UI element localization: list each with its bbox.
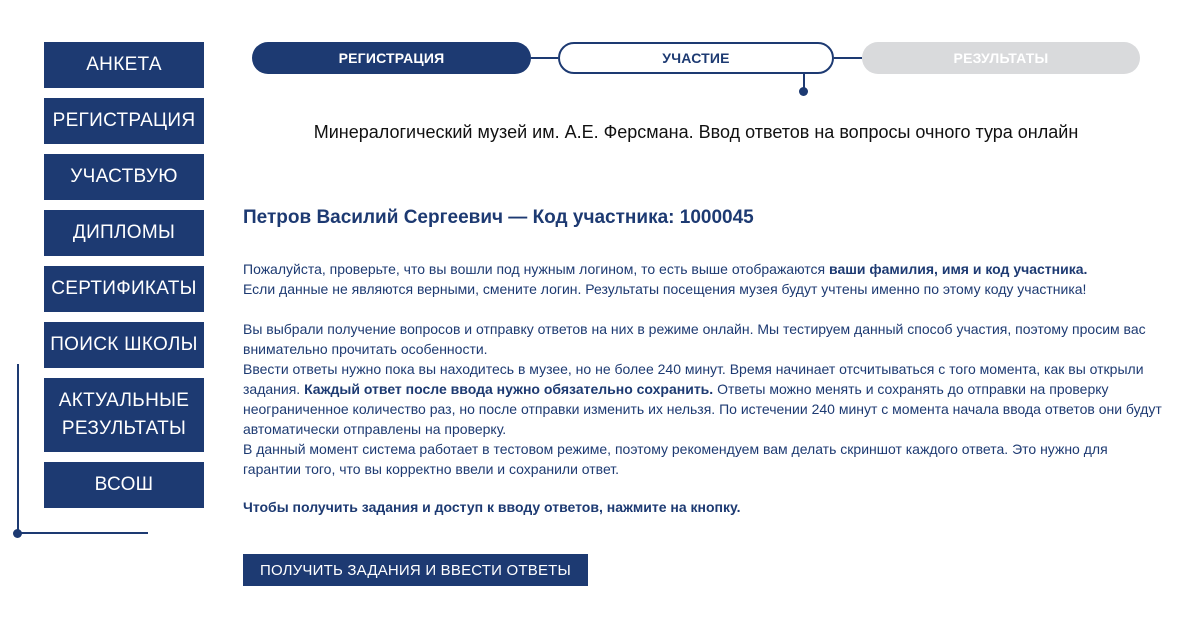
step-label: УЧАСТИЕ	[662, 50, 730, 66]
step-registration[interactable]	[252, 42, 531, 74]
sidebar-item-label: СЕРТИФИКАТЫ	[51, 278, 197, 299]
get-tasks-button[interactable]: ПОЛУЧИТЬ ЗАДАНИЯ И ВВЕСТИ ОТВЕТЫ	[243, 554, 588, 586]
sidebar-item-anketa[interactable]	[44, 42, 204, 88]
main-content	[243, 207, 1163, 515]
step-participation[interactable]	[558, 42, 834, 74]
sidebar-item-label-line1: АКТУАЛЬНЫЕ	[58, 390, 190, 411]
sidebar-item-label: АНКЕТА	[86, 54, 162, 75]
page-title: Минералогический музей им. А.Е. Ферсмана. Ввод ответов на вопросы очного тура онлайн	[313, 122, 1079, 142]
sidebar-item-registration[interactable]	[44, 98, 204, 144]
sidebar-item-label: ВСОШ	[94, 474, 154, 495]
login-check-paragraph	[243, 259, 1163, 299]
sidebar-item-label: УЧАСТВУЮ	[70, 166, 178, 187]
sidebar-item-certificates[interactable]	[44, 266, 204, 312]
sidebar-nav	[44, 42, 204, 518]
decorative-line-vertical	[17, 364, 19, 534]
sidebar-item-diplomas[interactable]	[44, 210, 204, 256]
step-connector	[531, 57, 558, 59]
sidebar-item-label: РЕГИСТРАЦИЯ	[52, 110, 196, 131]
sidebar-item-vsosh[interactable]	[44, 462, 204, 508]
step-results	[862, 42, 1140, 74]
progress-steps	[252, 42, 1140, 74]
paragraph-text: Пожалуйста, проверьте, что вы вошли под нужным логином, то есть выше отображаются	[243, 261, 830, 277]
sidebar-item-label-line2: РЕЗУЛЬТАТЫ	[61, 418, 187, 439]
step-connector	[834, 57, 862, 59]
decorative-line-horizontal	[17, 532, 148, 534]
paragraph-text: Ввести ответы нужно пока вы находитесь в музее, но не более 240 минут. Время начинает отсчитываться с того момента, как вы открыли задания.	[243, 361, 1144, 397]
sidebar-item-school-search[interactable]	[44, 322, 204, 368]
paragraph-bold-text: Каждый ответ после ввода нужно обязательно сохранить.	[304, 381, 714, 397]
sidebar-item-participate[interactable]	[44, 154, 204, 200]
time-limit-paragraph	[243, 359, 1163, 439]
online-mode-paragraph: Вы выбрали получение вопросов и отправку ответов на них в режиме онлайн. Мы тестируем данный способ участия, поэтому просим вас внимательно прочитать особенности.	[243, 321, 1146, 357]
step-label: РЕГИСТРАЦИЯ	[338, 50, 445, 66]
test-mode-paragraph: В данный момент система работает в тестовом режиме, поэтому рекомендуем вам делать скриншот каждого ответа. Это нужно для гарантии того, что вы корректно ввели и сохранили ответ.	[243, 441, 1108, 477]
paragraph-text: Ответы можно менять и сохранять до отправки на проверку неограниченное количество раз, но после отправки изменить их нельзя. По истечении 240 минут с момента начала ввода ответов они будут автоматически отправлены на проверку.	[243, 381, 1162, 437]
participant-heading: Петров Василий Сергеевич — Код участника: 1000045	[243, 207, 754, 228]
sidebar-item-current-results[interactable]	[44, 378, 204, 452]
cta-instruction: Чтобы получить задания и доступ к вводу ответов, нажмите на кнопку.	[243, 499, 741, 515]
sidebar-item-label: ДИПЛОМЫ	[72, 222, 176, 243]
paragraph-bold-text: ваши фамилия, имя и код участника.	[829, 261, 1088, 277]
current-step-marker-dot	[799, 87, 808, 96]
decorative-dot	[13, 529, 22, 538]
paragraph-text: Если данные не являются верными, смените логин. Результаты посещения музея будут учтены именно по этому коду участника!	[243, 281, 1087, 297]
sidebar-item-label: ПОИСК ШКОЛЫ	[50, 334, 198, 355]
step-label: РЕЗУЛЬТАТЫ	[953, 50, 1049, 66]
